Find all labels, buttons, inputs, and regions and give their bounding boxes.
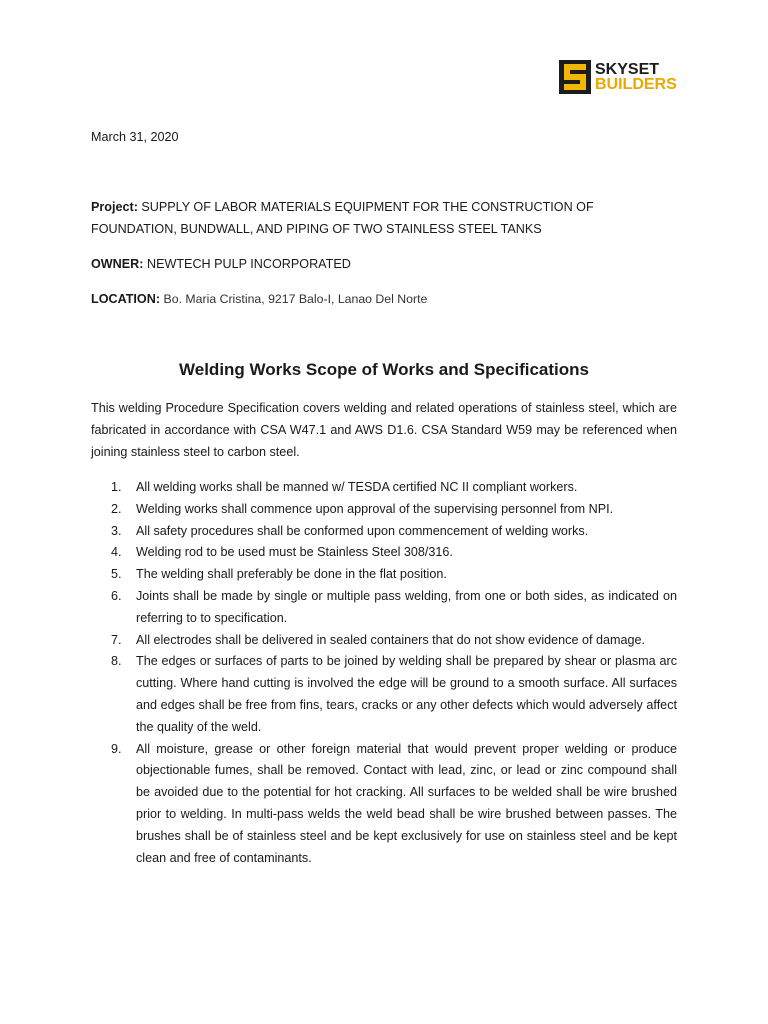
project-value: SUPPLY OF LABOR MATERIALS EQUIPMENT FOR THE CONSTRUCTION OF FOUNDATION, BUNDWALL, AND PIPING OF TWO STAINLESS STEEL TANKS bbox=[91, 200, 594, 236]
list-item-number: 1. bbox=[111, 480, 122, 494]
list-item bbox=[91, 542, 677, 564]
list-item-number: 5. bbox=[111, 567, 122, 582]
list-item-number: 3. bbox=[111, 523, 122, 538]
list-item-number: 2. bbox=[111, 501, 122, 516]
document-date: March 31, 2020 bbox=[91, 130, 179, 144]
intro-paragraph: This welding Procedure Specification covers welding and related operations of stainless steel, which are fabricated in accordance with CSA W47.1 and AWS D1.6. CSA Standard W59 may be referenced when joining stainless steel to carbon steel. bbox=[91, 401, 677, 459]
project-label: Project: bbox=[91, 200, 138, 214]
logo-s-icon bbox=[559, 60, 591, 94]
list-item bbox=[91, 477, 677, 499]
owner-value: NEWTECH PULP INCORPORATED bbox=[146, 257, 351, 271]
specification-list bbox=[91, 477, 677, 869]
list-item-text: All safety procedures shall be conformed upon commencement of welding works. bbox=[136, 523, 589, 538]
project-line bbox=[91, 197, 677, 241]
location-line bbox=[91, 289, 427, 311]
list-item bbox=[91, 521, 677, 543]
list-item-text: All welding works shall be manned w/ TESDA certified NC II compliant workers. bbox=[136, 480, 578, 494]
owner-label: OWNER: bbox=[91, 257, 144, 271]
list-item-text: Welding rod to be used must be Stainless Steel 308/316. bbox=[136, 545, 453, 560]
list-item bbox=[91, 651, 677, 738]
list-item-text: Joints shall be made by single or multiple pass welding, from one or both sides, as indicated on referring to to specification. bbox=[136, 588, 677, 625]
list-item-text: All electrodes shall be delivered in sealed containers that do not show evidence of damage. bbox=[136, 632, 645, 647]
list-item bbox=[91, 739, 677, 870]
location-value: Bo. Maria Cristina, 9217 Balo-I, Lanao Del Norte bbox=[163, 292, 428, 306]
list-item-number: 4. bbox=[111, 545, 122, 560]
list-item-text: All moisture, grease or other foreign material that would prevent proper welding or produce objectionable fumes, shall be removed. Contact with lead, zinc, or lead or zinc compound shall be avoided due to the potential for hot cracking. All surfaces to be welded shall be wire brushed prior to welding. In multi-pass welds the weld bead shall be wire brushed between passes. The brushes shall be of stainless steel and be kept exclusively for use on stainless steel and be kept clean and free of contaminants. bbox=[136, 741, 677, 865]
list-item-number: 9. bbox=[111, 741, 122, 756]
logo-line1: SKYSET bbox=[595, 61, 660, 78]
list-item-text: The welding shall preferably be done in the flat position. bbox=[136, 567, 447, 582]
list-item bbox=[91, 630, 677, 652]
list-item-text: Welding works shall commence upon approval of the supervising personnel from NPI. bbox=[136, 501, 614, 516]
location-label: LOCATION: bbox=[91, 292, 161, 306]
list-item-number: 6. bbox=[111, 588, 122, 603]
list-item bbox=[91, 499, 677, 521]
list-item-number: 8. bbox=[111, 654, 122, 669]
logo-line2: BUILDERS bbox=[595, 76, 677, 93]
owner-line bbox=[91, 254, 351, 276]
list-item bbox=[91, 564, 677, 586]
list-item-number: 7. bbox=[111, 632, 122, 647]
company-logo bbox=[559, 59, 677, 95]
document-title: Welding Works Scope of Works and Specifications bbox=[179, 360, 589, 379]
list-item-text: The edges or surfaces of parts to be joined by welding shall be prepared by shear or plasma arc cutting. Where hand cutting is involved the edge will be ground to a smooth surface. All surfaces and edges shall be free from fins, tears, cracks or any other defects which would adversely affect the quality of the weld. bbox=[136, 654, 677, 734]
list-item bbox=[91, 586, 677, 630]
